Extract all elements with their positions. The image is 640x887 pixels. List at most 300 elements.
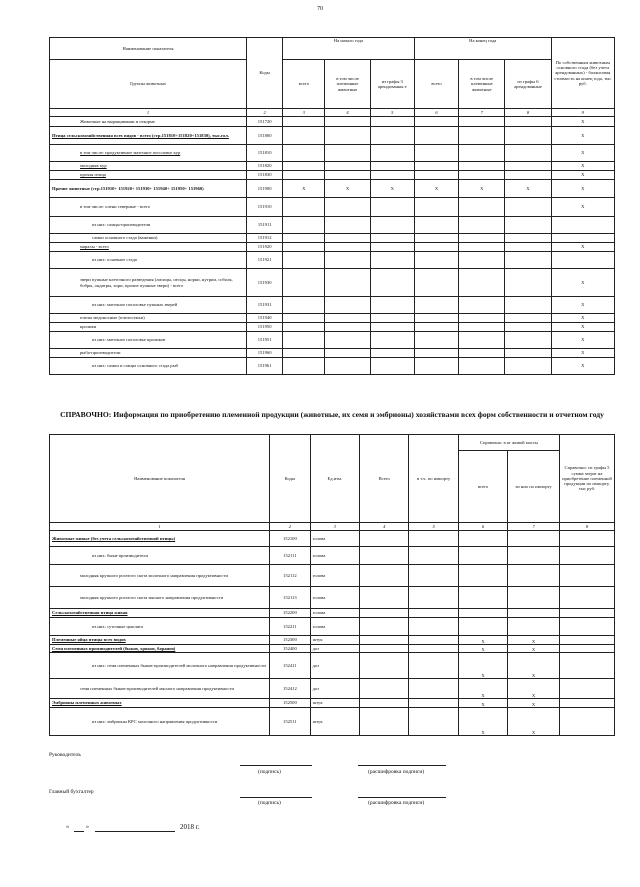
cell[interactable] [459, 162, 505, 171]
cell[interactable]: X [551, 180, 614, 198]
cell[interactable] [325, 323, 370, 332]
cell[interactable] [283, 198, 325, 217]
table-row [50, 349, 615, 358]
cell[interactable] [505, 349, 551, 358]
cell[interactable] [325, 243, 370, 252]
reference-section-title: СПРАВОЧНО: Информация по приобретению племенной продукции (животные, их семя и эмбрионы) хозяйствами всех форм собственности и отчетном году [60, 410, 604, 419]
cell[interactable] [370, 117, 414, 127]
cell[interactable] [283, 297, 325, 314]
cell[interactable] [458, 531, 507, 547]
cell[interactable] [414, 252, 458, 269]
cell[interactable] [283, 234, 325, 243]
livestock-table [49, 37, 615, 375]
cell[interactable] [458, 587, 507, 609]
table-row [50, 117, 615, 127]
cell[interactable] [559, 587, 614, 609]
accountant-signature-caption: (подпись) [258, 800, 281, 806]
cell[interactable]: X [551, 145, 614, 162]
row-name: семя племенных быков-производителей мясного направления продуктивности [50, 679, 270, 699]
table-row [50, 323, 615, 332]
cell[interactable]: X [283, 180, 325, 198]
table-row [50, 127, 615, 145]
col-num: 4 [360, 523, 409, 531]
row-name: из них: маточное поголовье кроликов [50, 332, 247, 349]
cell[interactable] [459, 234, 505, 243]
table-row [50, 171, 615, 180]
cell[interactable]: X [458, 699, 507, 708]
cell[interactable] [325, 171, 370, 180]
cell[interactable] [414, 243, 458, 252]
cell[interactable] [559, 531, 614, 547]
cell[interactable] [459, 297, 505, 314]
row-name: из них: основное стадо [50, 252, 247, 269]
cell[interactable] [459, 171, 505, 180]
row-name: прочая птица [50, 171, 247, 180]
cell[interactable] [414, 314, 458, 323]
row-unit: доз [310, 645, 359, 653]
cell[interactable] [360, 531, 409, 547]
cell[interactable] [505, 252, 551, 269]
cell[interactable] [414, 323, 458, 332]
row-name: из них: самцы-производители [50, 217, 247, 234]
cell[interactable] [283, 243, 325, 252]
row-code: 152400 [270, 645, 310, 653]
cell[interactable]: X [551, 269, 614, 297]
row-code: 151720 [247, 117, 283, 127]
accountant-decoding-line[interactable] [358, 797, 446, 798]
cell[interactable] [459, 323, 505, 332]
col-num: 9 [551, 109, 614, 117]
row-code: 151912 [247, 234, 283, 243]
table-row [50, 332, 615, 349]
cell[interactable] [508, 618, 560, 636]
cell[interactable]: X [551, 332, 614, 349]
date-open-quote: « [66, 824, 69, 830]
row-code: 152100 [270, 531, 310, 547]
header-own-herd-value: По собственным животным основного стада (без учета арендованных) - балансовая стоимость на конец года, тыс руб. [551, 38, 614, 109]
date-month-line[interactable] [95, 831, 175, 832]
cell[interactable] [559, 565, 614, 587]
cell[interactable] [409, 708, 458, 736]
head-decoding-line[interactable] [358, 765, 446, 766]
cell[interactable]: X [414, 180, 458, 198]
cell[interactable]: X [458, 679, 507, 699]
cell[interactable] [325, 269, 370, 297]
cell[interactable] [414, 332, 458, 349]
cell[interactable] [409, 587, 458, 609]
cell[interactable]: X [508, 679, 560, 699]
cell[interactable] [559, 699, 614, 708]
row-unit: доз [310, 653, 359, 679]
cell[interactable] [409, 531, 458, 547]
cell[interactable] [559, 547, 614, 565]
cell[interactable] [325, 332, 370, 349]
cell[interactable] [505, 127, 551, 145]
header-total: Всего [360, 435, 409, 523]
cell[interactable] [505, 323, 551, 332]
cell[interactable] [370, 171, 414, 180]
cell[interactable] [505, 332, 551, 349]
cell[interactable] [414, 349, 458, 358]
cell[interactable] [459, 145, 505, 162]
cell[interactable] [360, 708, 409, 736]
cell[interactable] [283, 358, 325, 375]
col-num: 4 [325, 109, 370, 117]
cell[interactable] [508, 531, 560, 547]
cell[interactable]: X [458, 636, 507, 645]
row-name: Животные на выращивании и откорме [50, 117, 247, 127]
table-row [50, 145, 615, 162]
cell[interactable] [459, 269, 505, 297]
cell[interactable] [414, 198, 458, 217]
cell[interactable] [370, 217, 414, 234]
row-name: рыба-производители [50, 349, 247, 358]
cell[interactable] [360, 679, 409, 699]
cell[interactable] [409, 699, 458, 708]
cell[interactable] [459, 198, 505, 217]
table-row [50, 547, 615, 565]
cell[interactable] [414, 145, 458, 162]
cell[interactable]: X [458, 653, 507, 679]
row-name: Эмбрионы племенных животных [50, 699, 270, 708]
row-unit: штук [310, 699, 359, 708]
row-code: 151950 [247, 323, 283, 332]
cell[interactable] [283, 349, 325, 358]
cell[interactable] [459, 117, 505, 127]
cell[interactable] [283, 162, 325, 171]
cell[interactable] [505, 162, 551, 171]
row-name: Птица сельскохозяйственная всех видов - всего (стр.151810+151820+151830), тыс.гол. [50, 127, 247, 145]
col-num: 8 [559, 523, 614, 531]
cell[interactable] [325, 314, 370, 323]
column-numbers-row [50, 109, 615, 117]
cell[interactable]: X [459, 180, 505, 198]
cell[interactable] [283, 323, 325, 332]
cell[interactable] [370, 269, 414, 297]
col-num: 8 [505, 109, 551, 117]
cell[interactable] [370, 145, 414, 162]
cell[interactable] [360, 653, 409, 679]
cell[interactable] [370, 358, 414, 375]
cell[interactable] [559, 609, 614, 618]
date-day-line[interactable] [74, 831, 84, 832]
cell[interactable] [458, 565, 507, 587]
header-start-leased: из графы 3 арендованны е [370, 60, 414, 109]
row-unit: доз [310, 679, 359, 699]
cell[interactable] [370, 297, 414, 314]
col-num: 2 [270, 523, 310, 531]
cell[interactable] [409, 565, 458, 587]
row-name: из них: маточное поголовье пушных зверей [50, 297, 247, 314]
cell[interactable] [409, 653, 458, 679]
cell[interactable] [459, 349, 505, 358]
cell[interactable] [459, 314, 505, 323]
cell[interactable] [414, 117, 458, 127]
cell[interactable] [458, 547, 507, 565]
row-name: Прочие животные (стр.151910+ 151920+ 151930+ 151940+ 151950+ 151960) [50, 180, 247, 198]
cell[interactable] [508, 547, 560, 565]
row-code: 151830 [247, 171, 283, 180]
header-groups: Группы животных [50, 60, 247, 109]
cell[interactable] [505, 358, 551, 375]
cell[interactable] [360, 587, 409, 609]
header-indicator-name: Наименование показателя [50, 38, 247, 60]
header-unit: Ед.изм. [310, 435, 359, 523]
table-row [50, 269, 615, 297]
cell[interactable] [414, 171, 458, 180]
cell[interactable] [370, 332, 414, 349]
col-num: 7 [459, 109, 505, 117]
cell[interactable] [458, 618, 507, 636]
table-row [50, 243, 615, 252]
row-code: 152300 [270, 636, 310, 645]
date-year: 2018 г. [180, 823, 200, 831]
header-kg-import: из них по импорту [508, 451, 560, 523]
header-start-total: всего [283, 60, 325, 109]
cell[interactable] [370, 252, 414, 269]
cell[interactable] [370, 127, 414, 145]
cell[interactable]: X [325, 180, 370, 198]
cell[interactable] [283, 171, 325, 180]
cell[interactable]: X [551, 171, 614, 180]
cell[interactable]: X [505, 180, 551, 198]
row-name: Животные живые (без учета сельскохозяйственной птицы) [50, 531, 270, 547]
row-code: 151800 [247, 127, 283, 145]
cell[interactable] [505, 297, 551, 314]
table-row [50, 645, 615, 653]
cell[interactable] [409, 609, 458, 618]
cell[interactable]: X [551, 349, 614, 358]
cell[interactable]: X [508, 653, 560, 679]
cell[interactable] [360, 645, 409, 653]
cell[interactable] [414, 297, 458, 314]
cell[interactable] [414, 269, 458, 297]
cell[interactable] [414, 358, 458, 375]
row-code: 152113 [270, 587, 310, 609]
cell[interactable] [370, 323, 414, 332]
cell[interactable] [459, 358, 505, 375]
accountant-label: Главный бухгалтер [49, 789, 94, 795]
cell[interactable]: X [551, 117, 614, 127]
cell[interactable] [459, 243, 505, 252]
row-unit: голова [310, 587, 359, 609]
cell[interactable] [360, 565, 409, 587]
cell[interactable] [559, 653, 614, 679]
cell[interactable]: X [551, 127, 614, 145]
cell[interactable] [283, 145, 325, 162]
row-name: маралы - всего [50, 243, 247, 252]
cell[interactable] [505, 198, 551, 217]
cell[interactable]: X [508, 708, 560, 736]
row-name: Племенные яйца птицы всех видов [50, 636, 270, 645]
row-name: самки основного стада (важенки) [50, 234, 247, 243]
table-row [50, 198, 615, 217]
cell[interactable] [325, 349, 370, 358]
cell[interactable] [325, 297, 370, 314]
table-row [50, 679, 615, 699]
cell[interactable] [458, 609, 507, 618]
cell[interactable] [559, 636, 614, 645]
cell[interactable] [409, 645, 458, 653]
table-row [50, 252, 615, 269]
cell[interactable] [505, 243, 551, 252]
date-close-quote: » [86, 824, 89, 830]
cell[interactable]: X [551, 243, 614, 252]
cell[interactable] [370, 198, 414, 217]
row-code: 151921 [247, 252, 283, 269]
cell[interactable] [283, 217, 325, 234]
cell[interactable] [505, 117, 551, 127]
cell[interactable] [360, 609, 409, 618]
row-code: 152211 [270, 618, 310, 636]
row-name: из них: быки-производители [50, 547, 270, 565]
row-unit: голова [310, 547, 359, 565]
head-signature-line[interactable] [240, 765, 312, 766]
cell[interactable] [559, 645, 614, 653]
cell[interactable] [370, 243, 414, 252]
row-code: 151930 [247, 269, 283, 297]
cell[interactable]: X [551, 314, 614, 323]
cell[interactable] [325, 127, 370, 145]
cell[interactable]: X [551, 323, 614, 332]
table-row [50, 162, 615, 171]
cell[interactable] [505, 217, 551, 234]
cell[interactable] [409, 618, 458, 636]
cell[interactable]: X [551, 162, 614, 171]
row-code: 151960 [247, 349, 283, 358]
cell[interactable]: X [508, 699, 560, 708]
cell[interactable] [414, 217, 458, 234]
cell[interactable]: X [458, 708, 507, 736]
cell[interactable] [551, 234, 614, 243]
row-name: из них: эмбрионы КРС молочного направления продуктивности [50, 708, 270, 736]
cell[interactable]: X [551, 198, 614, 217]
cell[interactable] [409, 636, 458, 645]
cell[interactable] [283, 332, 325, 349]
cell[interactable] [283, 127, 325, 145]
cell[interactable] [325, 234, 370, 243]
cell[interactable] [459, 217, 505, 234]
col-num: 5 [409, 523, 458, 531]
row-name: пчелы медоносные (пчелосемьи) [50, 314, 247, 323]
cell[interactable] [508, 565, 560, 587]
row-code: 152500 [270, 699, 310, 708]
cell[interactable] [325, 145, 370, 162]
cell[interactable] [459, 252, 505, 269]
cell[interactable] [559, 708, 614, 736]
row-code: 151961 [247, 358, 283, 375]
head-decoding-caption: (расшифровка подписи) [368, 769, 425, 775]
header-reference-cost: Справочно: из графы 5 сумма затрат на приобретение племенной продукции по импорту, тыс руб. [559, 435, 614, 523]
column-numbers-row [50, 523, 615, 531]
cell[interactable] [505, 145, 551, 162]
cell[interactable] [459, 127, 505, 145]
cell[interactable] [505, 269, 551, 297]
header-import: в т.ч. по импорту [409, 435, 458, 523]
cell[interactable] [283, 314, 325, 323]
cell[interactable] [409, 547, 458, 565]
cell[interactable] [370, 234, 414, 243]
cell[interactable] [283, 269, 325, 297]
cell[interactable] [559, 618, 614, 636]
table-row [50, 297, 615, 314]
cell[interactable] [409, 679, 458, 699]
cell[interactable] [551, 217, 614, 234]
row-unit: голова [310, 531, 359, 547]
cell[interactable] [325, 358, 370, 375]
row-code: 151931 [247, 297, 283, 314]
accountant-signature-line[interactable] [240, 797, 312, 798]
row-code: 151940 [247, 314, 283, 323]
cell[interactable] [551, 252, 614, 269]
table-row [50, 314, 615, 323]
cell[interactable] [283, 252, 325, 269]
row-unit: голова [310, 618, 359, 636]
row-code: 151911 [247, 217, 283, 234]
cell[interactable] [325, 252, 370, 269]
cell[interactable]: X [551, 297, 614, 314]
cell[interactable]: X [551, 358, 614, 375]
cell[interactable] [459, 332, 505, 349]
head-label: Руководитель [49, 752, 81, 758]
cell[interactable] [325, 117, 370, 127]
cell[interactable] [559, 679, 614, 699]
cell[interactable] [414, 127, 458, 145]
row-unit: штук [310, 708, 359, 736]
cell[interactable]: X [370, 180, 414, 198]
cell[interactable] [325, 198, 370, 217]
cell[interactable] [505, 171, 551, 180]
cell[interactable] [505, 234, 551, 243]
row-name: в том числе: олени северные - всего [50, 198, 247, 217]
table-row [50, 636, 615, 645]
cell[interactable] [325, 162, 370, 171]
col-num: 1 [50, 523, 270, 531]
header-start-year: На начало года [283, 38, 415, 60]
cell[interactable]: X [508, 645, 560, 653]
row-name: из них: семя племенных быков-производителей молочного направления продуктивности [50, 653, 270, 679]
cell[interactable] [508, 587, 560, 609]
cell[interactable] [360, 699, 409, 708]
row-code: 152411 [270, 653, 310, 679]
cell[interactable] [283, 117, 325, 127]
header-end-year: На конец года [414, 38, 551, 60]
row-name: молодняк кур [50, 162, 247, 171]
table-row [50, 609, 615, 618]
cell[interactable] [370, 314, 414, 323]
row-code: 151951 [247, 332, 283, 349]
cell[interactable] [505, 314, 551, 323]
cell[interactable] [508, 609, 560, 618]
cell[interactable] [370, 162, 414, 171]
header-start-breeding: в том числе племенные животные [325, 60, 370, 109]
cell[interactable]: X [458, 645, 507, 653]
row-name: Семя племенных производителей (быков, хряков, баранов) [50, 645, 270, 653]
table-row [50, 358, 615, 375]
table-row [50, 587, 615, 609]
cell[interactable] [414, 234, 458, 243]
cell[interactable] [360, 618, 409, 636]
head-signature-caption: (подпись) [258, 769, 281, 775]
cell[interactable] [360, 636, 409, 645]
table-row [50, 531, 615, 547]
cell[interactable]: X [508, 636, 560, 645]
cell[interactable] [370, 349, 414, 358]
cell[interactable] [360, 547, 409, 565]
header-codes: Коды [270, 435, 310, 523]
cell[interactable] [325, 217, 370, 234]
cell[interactable] [414, 162, 458, 171]
